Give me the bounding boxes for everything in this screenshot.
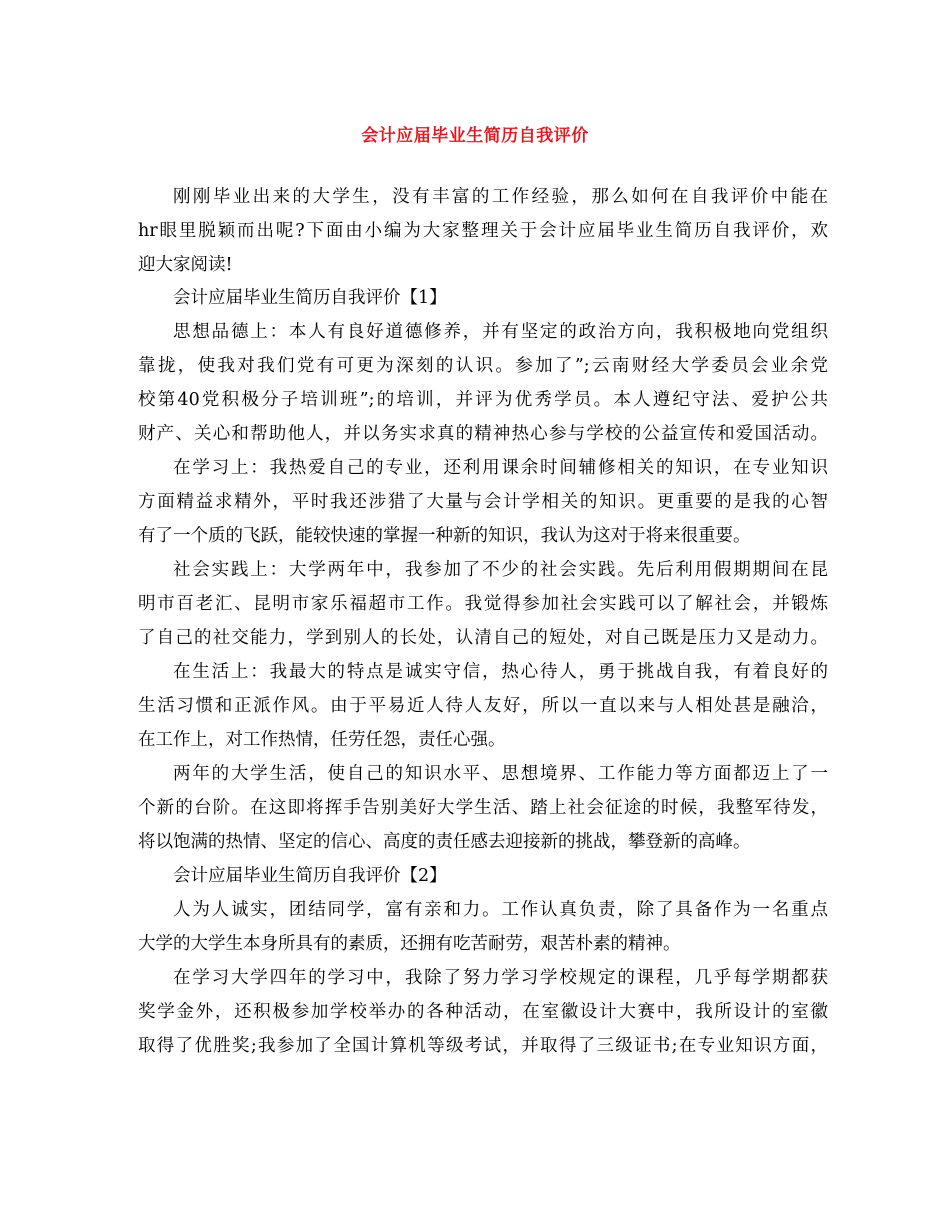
- paragraph-line: hr眼里脱颖而出呢?下面由小编为大家整理关于会计应届毕业生简历自我评价，欢: [138, 221, 828, 241]
- paragraph-line: 校第40党积极分子培训班”;的培训，并评为优秀学员。本人遵纪守法、爱护公共: [138, 390, 828, 410]
- section-heading: 会计应届毕业生简历自我评价【2】: [173, 866, 447, 886]
- paragraph-line: 在生活上：我最大的特点是诚实守信，热心待人，勇于挑战自我，有着良好的: [173, 662, 828, 682]
- paragraph-line: 明市百老汇、昆明市家乐福超市工作。我觉得参加社会实践可以了解社会，并锻炼: [138, 594, 828, 614]
- paragraph-line: 迎大家阅读!: [138, 255, 233, 275]
- paragraph-line: 大学的大学生本身所具有的素质，还拥有吃苦耐劳，艰苦朴素的精神。: [138, 934, 681, 954]
- paragraph-line: 刚刚毕业出来的大学生，没有丰富的工作经验，那么如何在自我评价中能在: [173, 187, 828, 207]
- paragraph-line: 财产、关心和帮助他人，并以务实求真的精神热心参与学校的公益宣传和爱国活动。: [138, 424, 828, 444]
- paragraph-line: 方面精益求精外，平时我还涉猎了大量与会计学相关的知识。更重要的是我的心智: [138, 492, 828, 512]
- paragraph-line: 生活习惯和正派作风。由于平易近人待人友好，所以一直以来与人相处甚是融洽，: [138, 696, 828, 716]
- paragraph-line: 奖学金外，还积极参加学校举办的各种活动，在室徽设计大赛中，我所设计的室徽: [138, 1002, 828, 1022]
- section-heading: 会计应届毕业生简历自我评价【1】: [173, 288, 447, 308]
- paragraph-line: 在工作上，对工作热情，任劳任怨，责任心强。: [138, 730, 506, 750]
- paragraph-line: 在学习上：我热爱自己的专业，还利用课余时间辅修相关的知识，在专业知识: [173, 458, 828, 478]
- paragraph-line: 取得了优胜奖;我参加了全国计算机等级考试，并取得了三级证书;在专业知识方面，: [138, 1036, 828, 1056]
- paragraph-line: 靠拢，使我对我们党有可更为深刻的认识。参加了”;云南财经大学委员会业余党: [138, 356, 828, 376]
- paragraph-line: 思想品德上：本人有良好道德修养，并有坚定的政治方向，我积极地向党组织: [173, 322, 828, 342]
- paragraph-line: 了自己的社交能力，学到别人的长处，认清自己的短处，对自己既是压力又是动力。: [138, 628, 828, 648]
- paragraph-line: 个新的台阶。在这即将挥手告别美好大学生活、踏上社会征途的时候，我整军待发，: [138, 798, 828, 818]
- paragraph-line: 两年的大学生活，使自己的知识水平、思想境界、工作能力等方面都迈上了一: [173, 764, 828, 784]
- paragraph-line: 社会实践上：大学两年中，我参加了不少的社会实践。先后利用假期期间在昆: [173, 560, 828, 580]
- paragraph-line: 在学习大学四年的学习中，我除了努力学习学校规定的课程，几乎每学期都获: [173, 968, 828, 988]
- paragraph-line: 人为人诚实，团结同学，富有亲和力。工作认真负责，除了具备作为一名重点: [173, 900, 828, 920]
- document-title: 会计应届毕业生简历自我评价: [361, 126, 589, 146]
- paragraph-line: 将以饱满的热情、坚定的信心、高度的责任感去迎接新的挑战，攀登新的高峰。: [138, 832, 751, 852]
- paragraph-line: 有了一个质的飞跃，能较快速的掌握一种新的知识，我认为这对于将来很重要。: [138, 526, 751, 546]
